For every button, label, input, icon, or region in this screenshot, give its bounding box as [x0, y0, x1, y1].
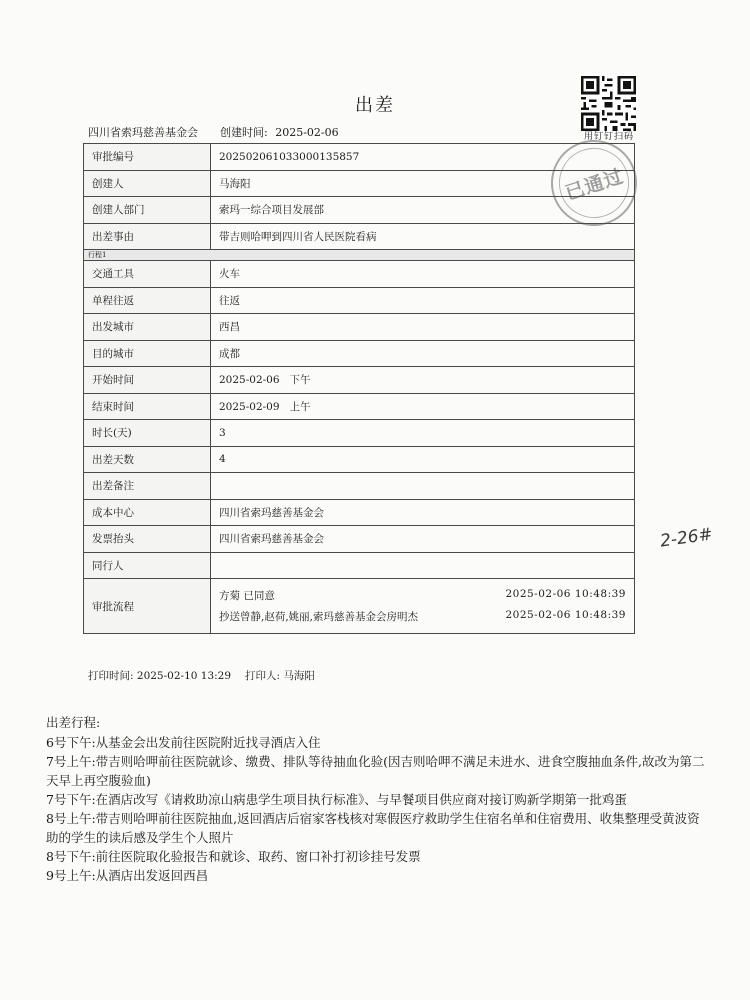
field-value — [211, 473, 635, 500]
table-row — [84, 499, 635, 526]
field-value: 四川省索玛慈善基金会 — [211, 499, 635, 526]
qr-caption: 用钉钉扫码 — [583, 132, 634, 142]
itinerary-day: 8 — [46, 849, 54, 864]
print-time-value: 2025-02-10 13:29 — [136, 670, 232, 682]
field-value: 3 — [211, 420, 635, 447]
approval-line-text: 方菊 已同意 — [219, 590, 275, 602]
approval-flow-row — [84, 579, 635, 634]
table-row — [84, 367, 635, 394]
document-title: 出差 — [355, 95, 395, 116]
org-line — [88, 124, 339, 140]
created-label: 创建时间: — [220, 126, 268, 139]
itinerary-item — [46, 809, 706, 847]
itinerary-day: 8 — [46, 811, 54, 826]
itinerary-text: 号下午:在酒店改写《请救助凉山病患学生项目执行标准》、与早餐项目供应商对接订购新学期第一批鸡蛋 — [53, 792, 627, 807]
approval-line-text: 抄送曾静,赵荷,姚丽,索玛慈善基金会房明杰 — [219, 611, 419, 623]
field-label: 审批编号 — [84, 144, 211, 171]
itinerary — [46, 713, 706, 885]
table-row — [84, 197, 635, 224]
itinerary-item — [46, 790, 706, 809]
itinerary-title: 出差行程: — [46, 715, 101, 730]
itinerary-day: 7 — [46, 792, 54, 807]
section-row-trip — [84, 250, 635, 261]
table-row — [84, 393, 635, 420]
table-row — [84, 420, 635, 447]
table-row — [84, 446, 635, 473]
field-label: 出差事由 — [84, 223, 211, 250]
print-time — [88, 668, 231, 683]
field-label: 结束时间 — [84, 393, 211, 420]
approved-stamp-text: 已通过 — [562, 165, 627, 205]
field-value — [211, 552, 635, 579]
itinerary-item — [46, 866, 706, 885]
approval-line — [219, 606, 626, 627]
field-label: 创建人部门 — [84, 197, 211, 224]
table-row — [84, 526, 635, 553]
table-row — [84, 287, 635, 314]
itinerary-item — [46, 847, 706, 866]
field-value: 索玛一综合项目发展部 — [211, 197, 635, 224]
section-label: 行程1 — [84, 250, 635, 261]
field-label: 出发城市 — [84, 314, 211, 341]
field-label: 创建人 — [84, 170, 211, 197]
qr-code-icon — [581, 76, 636, 131]
field-label: 时长(天) — [84, 420, 211, 447]
table-row — [84, 552, 635, 579]
itinerary-text: 号下午:前往医院取化验报告和就诊、取药、窗口补打初诊挂号发票 — [53, 849, 421, 864]
print-person-value: 马海阳 — [283, 670, 315, 682]
print-person — [245, 668, 315, 683]
handwritten-note: 2-26# — [658, 524, 714, 552]
field-value: 202502061033000135857 — [211, 144, 635, 171]
field-label: 成本中心 — [84, 499, 211, 526]
print-info — [88, 668, 315, 683]
table-row — [84, 261, 635, 288]
field-label: 开始时间 — [84, 367, 211, 394]
table-row — [84, 223, 635, 250]
field-label: 出差天数 — [84, 446, 211, 473]
itinerary-text: 号上午:从酒店出发返回西昌 — [53, 868, 209, 883]
print-person-label: 打印人: — [245, 670, 281, 682]
field-value: 西昌 — [211, 314, 635, 341]
approval-line-time: 2025-02-06 10:48:39 — [505, 609, 626, 621]
itinerary-item — [46, 733, 706, 752]
created-time — [220, 124, 339, 140]
field-value: 成都 — [211, 340, 635, 367]
itinerary-item — [46, 752, 706, 790]
itinerary-text: 号下午:从基金会出发前往医院附近找寻酒店入住 — [53, 735, 321, 750]
itinerary-day: 7 — [46, 754, 54, 769]
field-value: 2025-02-06 下午 — [211, 367, 635, 394]
field-label: 出差备注 — [84, 473, 211, 500]
table-row — [84, 144, 635, 171]
table-row — [84, 170, 635, 197]
table-row — [84, 340, 635, 367]
itinerary-day: 6 — [46, 735, 54, 750]
field-label: 同行人 — [84, 552, 211, 579]
table-row — [84, 314, 635, 341]
field-label: 审批流程 — [84, 579, 211, 634]
field-value: 火车 — [211, 261, 635, 288]
field-value: 2025-02-09 上午 — [211, 393, 635, 420]
field-value: 四川省索玛慈善基金会 — [211, 526, 635, 553]
field-value: 带吉则哈呷到四川省人民医院看病 — [211, 223, 635, 250]
org-name: 四川省索玛慈善基金会 — [88, 126, 198, 139]
field-label: 单程往返 — [84, 287, 211, 314]
approval-form-table — [83, 143, 635, 634]
itinerary-text: 号上午:带吉则哈呷前往医院抽血,返回酒店后宿家客栈核对寒假医疗救助学生住宿名单和住宿费用、收集整理受黄波资助的学生的读后感及学生个人照片 — [46, 811, 700, 845]
approval-flow-cell — [211, 579, 635, 634]
field-value: 马海阳 — [211, 170, 635, 197]
approval-line-time: 2025-02-06 10:48:39 — [505, 588, 626, 600]
itinerary-text: 号上午:带吉则哈呷前往医院就诊、缴费、排队等待抽血化验(因吉则哈呷不满足未进水、进食空腹抽血条件,故改为第二天早上再空腹验血) — [46, 754, 705, 788]
created-value: 2025-02-06 — [275, 126, 339, 139]
table-row — [84, 473, 635, 500]
approval-line — [219, 585, 626, 606]
print-time-label: 打印时间: — [88, 670, 134, 682]
field-label: 交通工具 — [84, 261, 211, 288]
field-value: 4 — [211, 446, 635, 473]
field-label: 发票抬头 — [84, 526, 211, 553]
itinerary-day: 9 — [46, 868, 54, 883]
field-label: 目的城市 — [84, 340, 211, 367]
field-value: 往返 — [211, 287, 635, 314]
